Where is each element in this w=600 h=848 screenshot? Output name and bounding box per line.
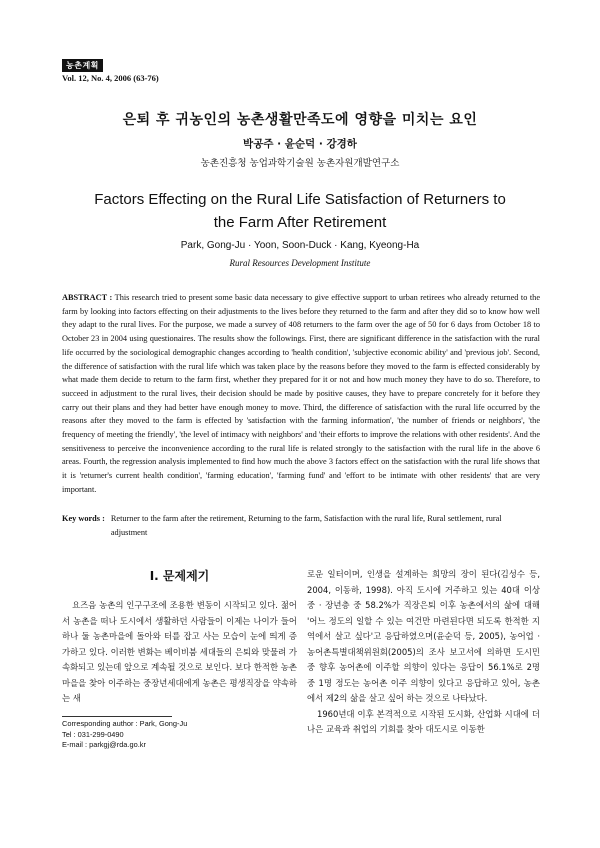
keywords-label: Key words : [62,514,105,523]
left-column [62,567,297,707]
footnote [62,719,297,751]
body-paragraph-right-2: 1960년대 이후 본격적으로 시작된 도시화, 산업화 시대에 더 나은 교육과 취업의 기회를 찾아 대도시로 이동한 [307,708,540,734]
journal-badge: 농촌계획 [62,59,103,72]
body-paragraph-left: 요즈음 농촌의 인구구조에 조용한 변동이 시작되고 있다. 젊어서 농촌을 떠나 도시에서 생활하던 사람들이 이제는 나이가 들어 하나 둘 농촌마을에 돌아와 터를 잡고 사는 모습이 눈에 띄게 증가하고 있다. 이러한 변화는 베이비붐 세대들의 은퇴와 맞물려 가속화되고 있는데 앞으로 계속될 것으로 보인다. 보다 한적한 농촌마을을 찾아 이주하는 중장년세대에게 농촌은 평생직장을 약속하는 새 [62,600,297,703]
affiliation-english: Rural Resources Development Institute [229,258,371,268]
footnote-email: E-mail : parkgj@rda.go.kr [62,740,146,749]
title-english: Factors Effecting on the Rural Life Satisfaction of Returners to the Farm After Retirement [94,191,506,231]
authors-english: Park, Gong-Ju · Yoon, Soon-Duck · Kang, Kyeong-Ha [180,240,420,251]
right-column [307,567,540,738]
footnote-divider [62,716,172,717]
abstract [62,291,540,497]
abstract-text: This research tried to present some basic data necessary to give effective support to urban retirees who already returned to the farm by looking into factors effecting on their adjustments to the lives before they returned to the farm and after they did so to know how well they adapt to the rural lives. For the purpose, we made a survey of 408 returners to the farm over the age of 50 for 6 days from October 18 to October 23 in 2004 using questionaires. The results show the followings. First, there are significant difference in the satisfaction with the rural life occurred by the sociological demographic changes according to 'health condition', 'subjective economic ability' and 'previous job'. Second, the difference of satisfaction with the rural life which was taken place by the reasons before they moved to the farm is effected considerably by what made them decide to return to the farm first, whether they prepared for it or not and how much money they have to do so. Therefore, to succeed in adjustment to the rural lives, their decision should be made by positive causes, they have to prepare concretely for it before they carry out their plans and they had better have enough money to move. Third, the difference of satisfaction with the rural life occurred by the reasons after they moved to the farm is effected by 'satisfaction with the farming information', 'the number of friends or neighbors', 'the frequency of meeting the friendly', 'the level of intimacy with neighbors' and 'their efforts to improve the relations with other residents'. And the sensitiveness to perceive the inconvenience according to the rural life is related strongly to the satisfaction with the rural life in the above 6 areas. Fourth, the regression analysis implemented to find how much the above 3 factors effect on the satisfaction with the rural life shows that it is 'returner's current health condition', 'farming education', 'farming fund' and 'effort to be intimate with other residents' that are very important. [62,293,541,494]
keywords-text: Returner to the farm after the retirement, Returning to the farm, Satisfaction with the rural life, Rural settlement, rural adjustment [110,514,502,537]
affiliation-korean: 농촌진흥청 농업과학기술원 농촌자원개발연구소 [200,158,400,169]
journal-volume: Vol. 12, No. 4, 2006 (63-76) [62,73,159,83]
keywords [62,512,540,539]
title-korean: 은퇴 후 귀농인의 농촌생활만족도에 영향을 미치는 요인 [122,112,478,128]
section-heading: Ⅰ. 문제제기 [149,569,210,583]
footnote-tel: Tel : 031-299-0490 [62,729,124,739]
footnote-author: Corresponding author : Park, Gong-Ju [62,719,188,728]
authors-korean: 박공주 · 윤순덕 · 강경하 [243,138,357,150]
abstract-label: ABSTRACT : [62,293,113,302]
body-paragraph-right-1: 로운 일터이며, 인생을 설계하는 희망의 장이 된다(김성수 등, 2004, 이동하, 1998). 아직 도시에 거주하고 있는 40대 이상 중 · 장년층 중 58.2%가 직장은퇴 이후 농촌에서의 삶에 대해 '어느 정도의 일할 수 있는 여건만 마련된다면 되도록 한적한 지역에서 살고 싶다'고 응답하였으며(윤순덕 등, 2005), 농어업 · 농어촌특별대책위원회(2005)의 조사 보고서에 의하면 도시민 중 향후 농어촌에 이주할 의향이 있다는 응답이 56.1%로 2명 중 1명 정도는 농어촌 이주 의향이 있다고 응답하고 있어, 농촌에서 제2의 삶을 살고 싶어 하는 것으로 나타났다. [307,569,540,703]
